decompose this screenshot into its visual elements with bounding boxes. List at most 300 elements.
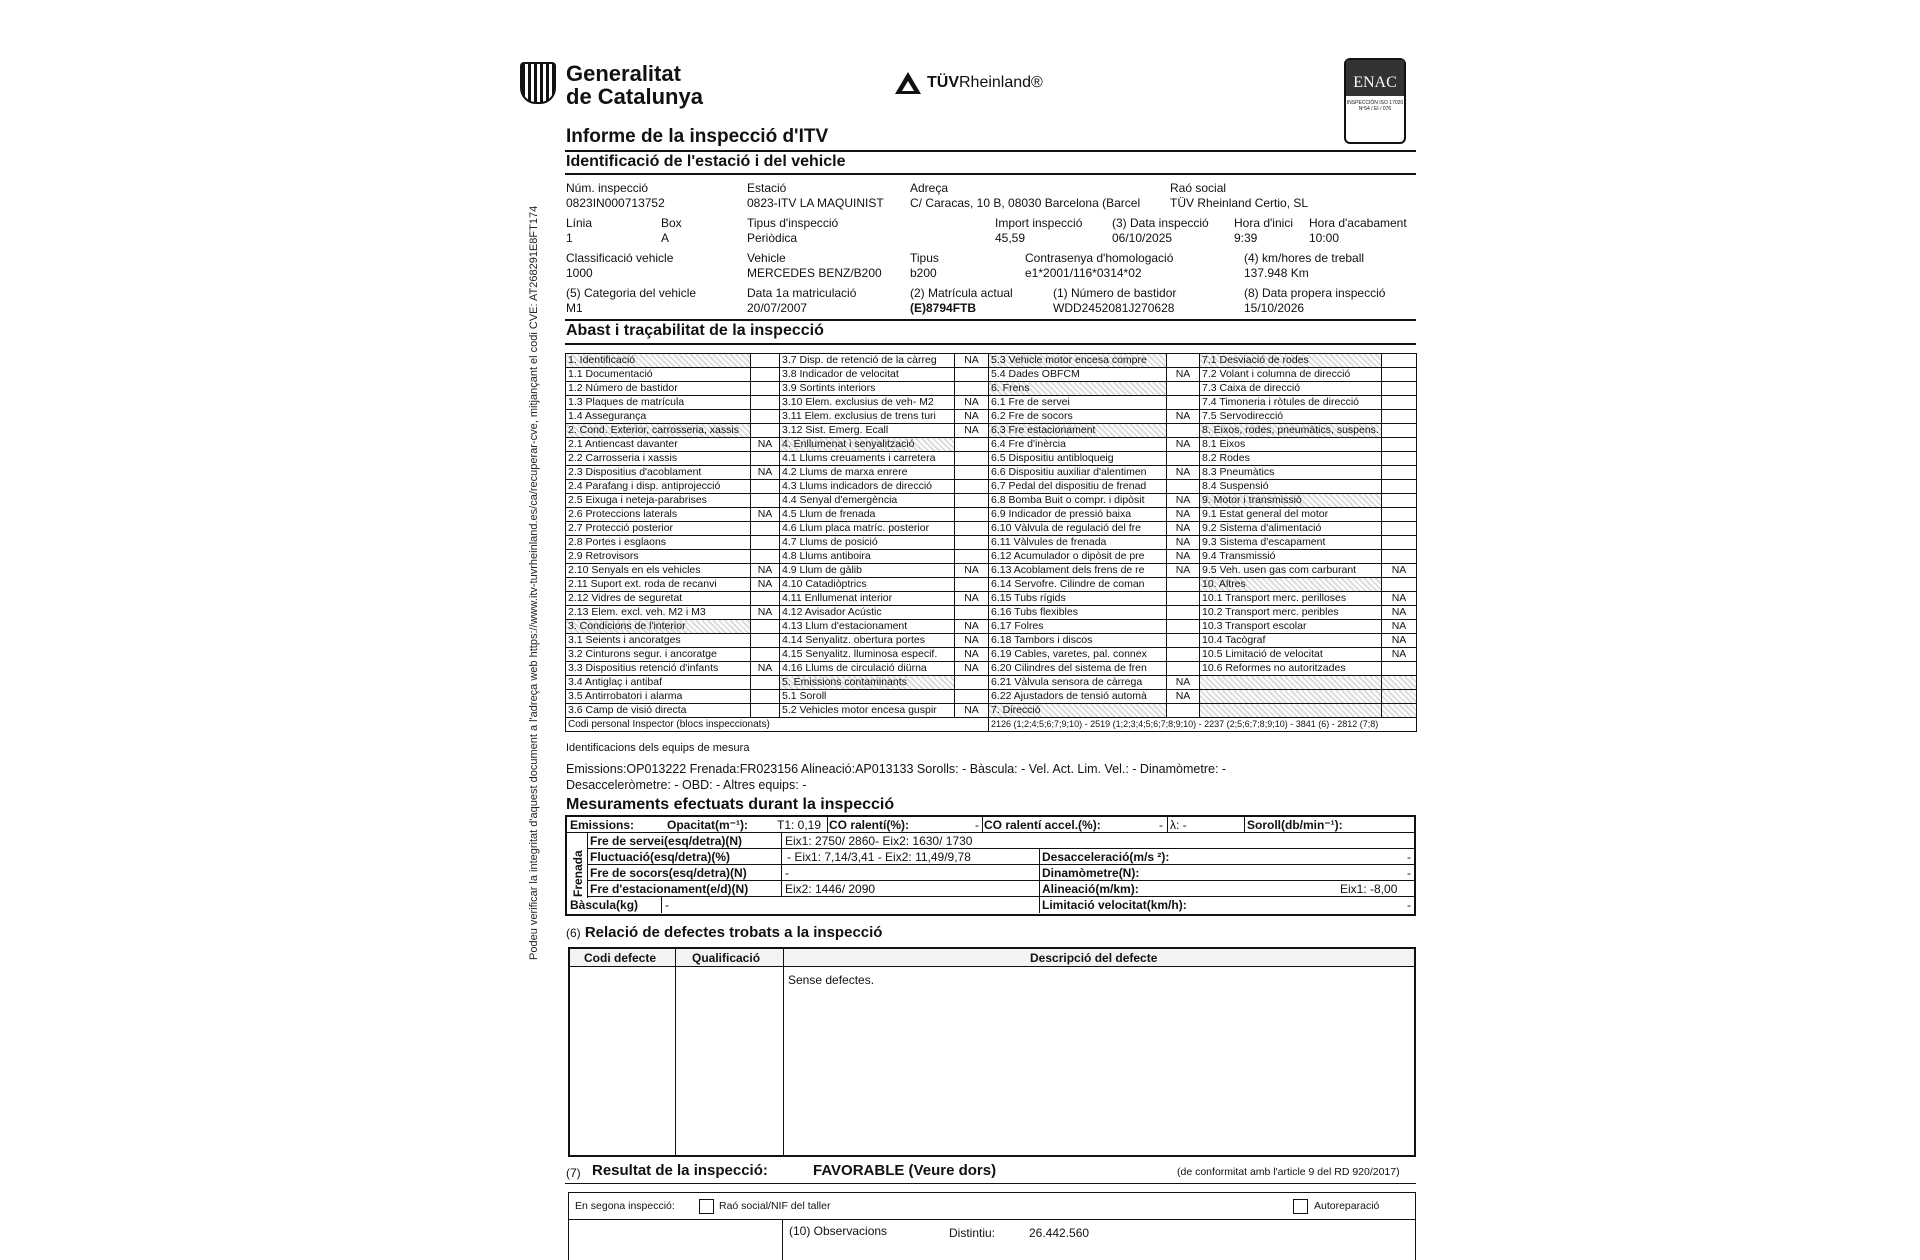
abast-status-cell [955, 438, 989, 452]
resultat-value: FAVORABLE (Veure dors) [813, 1162, 997, 1179]
segona-inspeccio-label: En segona inspecció: [575, 1200, 675, 1212]
abast-status-cell: NA [1167, 522, 1200, 536]
divider [565, 319, 1416, 321]
abast-row [566, 452, 1417, 466]
fluctuacio-row [587, 849, 1414, 865]
abast-status-cell [751, 536, 780, 550]
abast-row [566, 382, 1417, 396]
abast-item-cell: 9.2 Sistema d'alimentació [1200, 522, 1382, 536]
abast-row [566, 368, 1417, 382]
contrasenya-label: Contrasenya d'homologació [1025, 251, 1174, 265]
desacceleracio-value: - [1407, 850, 1411, 864]
abast-item-cell: 1. Identificació [566, 354, 751, 368]
matricula-label: (2) Matrícula actual [910, 286, 1013, 300]
abast-status-cell: NA [955, 662, 989, 676]
rao-social-label: Raó social [1170, 181, 1227, 195]
propera-inspeccio-label: (8) Data propera inspecció [1244, 286, 1386, 300]
abast-item-cell: 6. Frens [989, 382, 1167, 396]
abast-item-cell: 3.12 Sist. Emerg. Ecall [780, 424, 955, 438]
abast-item-cell: 4.8 Llums antiboira [780, 550, 955, 564]
abast-item-cell: 2. Cond. Exterior, carrosseria, xassis [566, 424, 751, 438]
abast-item-cell [1200, 704, 1382, 718]
tipus-inspeccio-value: Periòdica [747, 231, 798, 245]
import-value: 45,59 [995, 231, 1026, 245]
abast-item-cell: 4.4 Senyal d'emergència [780, 494, 955, 508]
abast-status-cell [751, 690, 780, 704]
abast-item-cell: 3.11 Elem. exclusius de trens turi [780, 410, 955, 424]
estacio-value: 0823-ITV LA MAQUINIST [747, 196, 884, 210]
alineacio-value: Eix1: -8,00 [1340, 882, 1398, 896]
autoreparacio-checkbox[interactable] [1293, 1199, 1308, 1214]
abast-item-cell: 6.7 Pedal del dispositiu de frenad [989, 480, 1167, 494]
abast-status-cell [1167, 634, 1200, 648]
abast-item-cell: 9.3 Sistema d'escapament [1200, 536, 1382, 550]
abast-item-cell: 6.10 Vàlvula de regulació del fre [989, 522, 1167, 536]
abast-item-cell: 6.17 Folres [989, 620, 1167, 634]
abast-row [566, 578, 1417, 592]
abast-status-cell [1167, 648, 1200, 662]
abast-status-cell: NA [955, 424, 989, 438]
dinamometre-value: - [1407, 866, 1411, 880]
equips-line-1: Emissions:OP013222 Frenada:FR023156 Alineació:AP013133 Sorolls: - Bàscula: - Vel. Act. Lim. Vel.: - Dinamòmetre: - [566, 762, 1227, 776]
km-label: (4) km/hores de treball [1244, 251, 1365, 265]
matricula-value: (E)8794FTB [910, 301, 977, 315]
abast-status-cell [751, 522, 780, 536]
abast-status-cell [751, 396, 780, 410]
vehicle-label: Vehicle [747, 251, 786, 265]
abast-status-cell [955, 480, 989, 494]
abast-item-cell: 10.6 Reformes no autoritzades [1200, 662, 1382, 676]
abast-status-cell: NA [751, 606, 780, 620]
divider [565, 343, 1416, 345]
abast-status-cell [955, 550, 989, 564]
abast-status-cell [1382, 704, 1417, 718]
abast-status-cell: NA [955, 634, 989, 648]
abast-item-cell: 1.3 Plaques de matrícula [566, 396, 751, 410]
abast-item-cell: 4.16 Llums de circulació diürna [780, 662, 955, 676]
page-title: Informe de la inspecció d'ITV [566, 126, 829, 147]
co-accel-label: CO ralentí accel.(%): [984, 818, 1101, 832]
abast-item-cell: 1.4 Assegurança [566, 410, 751, 424]
abast-status-cell [955, 494, 989, 508]
fre-servei-label: Fre de servei(esq/detra)(N) [590, 834, 743, 848]
abast-status-cell: NA [1167, 466, 1200, 480]
abast-status-cell [1382, 578, 1417, 592]
abast-item-cell: 4.10 Catadiòptrics [780, 578, 955, 592]
tipus-vehicle-label: Tipus [910, 251, 939, 265]
abast-item-cell: 10.1 Transport merc. perilloses [1200, 592, 1382, 606]
abast-status-cell: NA [955, 396, 989, 410]
abast-item-cell: 4. Enllumenat i senyalització [780, 438, 955, 452]
abast-status-cell [1167, 452, 1200, 466]
abast-status-cell [751, 410, 780, 424]
vehicle-value: MERCEDES BENZ/B200 [747, 266, 882, 280]
abast-item-cell: 9.4 Transmissió [1200, 550, 1382, 564]
opacitat-label: Opacitat(m⁻¹): [667, 818, 748, 832]
abast-status-cell [1382, 508, 1417, 522]
box-label: Box [661, 216, 682, 230]
abast-item-cell: 3.8 Indicador de velocitat [780, 368, 955, 382]
abast-status-cell [1167, 396, 1200, 410]
abast-item-cell: 1.1 Documentació [566, 368, 751, 382]
rao-taller-label: Raó social/NIF del taller [719, 1200, 831, 1212]
abast-item-cell: 4.14 Senyalitz. obertura portes [780, 634, 955, 648]
abast-row [566, 508, 1417, 522]
box-value: A [661, 231, 670, 245]
abast-item-cell: 6.13 Acoblament dels frens de re [989, 564, 1167, 578]
abast-item-cell: 8.1 Eixos [1200, 438, 1382, 452]
abast-status-cell: NA [1167, 690, 1200, 704]
fre-servei-row [587, 833, 1414, 849]
fre-estacionament-row [587, 881, 1414, 897]
abast-status-cell: NA [1167, 368, 1200, 382]
abast-item-cell: 9. Motor i transmissió [1200, 494, 1382, 508]
abast-item-cell: 6.19 Cables, varetes, pal. connex [989, 648, 1167, 662]
adreca-value: C/ Caracas, 10 B, 08030 Barcelona (Barcel [910, 196, 1141, 210]
abast-status-cell [751, 480, 780, 494]
bascula-row [567, 897, 1414, 913]
num-inspeccio-label: Núm. inspecció [566, 181, 649, 195]
abast-status-cell [751, 424, 780, 438]
abast-status-cell [751, 648, 780, 662]
abast-item-cell: 6.20 Cilindres del sistema de fren [989, 662, 1167, 676]
abast-item-cell: 7.2 Volant i columna de direcció [1200, 368, 1382, 382]
abast-row [566, 438, 1417, 452]
abast-item-cell: 4.9 Llum de gàlib [780, 564, 955, 578]
abast-status-cell: NA [751, 508, 780, 522]
abast-row [566, 550, 1417, 564]
abast-item-cell: 6.12 Acumulador o dipòsit de pre [989, 550, 1167, 564]
abast-item-cell: 6.3 Fre estacionament [989, 424, 1167, 438]
abast-item-cell: 6.9 Indicador de pressió baixa [989, 508, 1167, 522]
abast-status-cell: NA [1382, 648, 1417, 662]
abast-status-cell [751, 634, 780, 648]
abast-row [566, 480, 1417, 494]
km-value: 137.948 Km [1244, 266, 1309, 280]
abast-item-cell: 7.1 Desviació de rodes [1200, 354, 1382, 368]
abast-item-cell: 3. Condicions de l'interior [566, 620, 751, 634]
abast-status-cell [1382, 690, 1417, 704]
abast-status-cell [1382, 466, 1417, 480]
mesuraments-section-title: Mesuraments efectuats durant la inspecció [566, 796, 895, 813]
observacions-label: (10) Observacions [789, 1224, 888, 1238]
abast-item-cell: 8.2 Rodes [1200, 452, 1382, 466]
abast-item-cell: 10. Altres [1200, 578, 1382, 592]
abast-status-cell [1382, 382, 1417, 396]
rao-taller-checkbox[interactable] [699, 1199, 714, 1214]
adreca-label: Adreça [910, 181, 949, 195]
abast-item-cell: 1.2 Número de bastidor [566, 382, 751, 396]
abast-status-cell [1382, 536, 1417, 550]
abast-item-cell: 9.5 Veh. usen gas com carburant [1200, 564, 1382, 578]
abast-status-cell [955, 536, 989, 550]
abast-status-cell: NA [955, 704, 989, 718]
abast-item-cell: 6.22 Ajustadors de tensió automà [989, 690, 1167, 704]
abast-status-cell: NA [1167, 508, 1200, 522]
abast-status-cell [1167, 578, 1200, 592]
abast-status-cell: NA [751, 662, 780, 676]
abast-status-cell [1167, 662, 1200, 676]
divider [565, 173, 1416, 175]
abast-item-cell: 6.6 Dispositiu auxiliar d'alentimen [989, 466, 1167, 480]
abast-item-cell: 3.2 Cinturons segur. i ancoratge [566, 648, 751, 662]
abast-item-cell: 9.1 Estat general del motor [1200, 508, 1382, 522]
abast-status-cell [1167, 480, 1200, 494]
resultat-label: Resultat de la inspecció: [592, 1162, 768, 1179]
divider [565, 1183, 1416, 1184]
bastidor-label: (1) Número de bastidor [1053, 286, 1177, 300]
abast-status-cell: NA [1167, 438, 1200, 452]
abast-row [566, 536, 1417, 550]
abast-item-cell: 8. Eixos, rodes, pneumàtics, suspens. [1200, 424, 1382, 438]
abast-item-cell: 3.10 Elem. exclusius de veh- M2 [780, 396, 955, 410]
propera-inspeccio-value: 15/10/2026 [1244, 301, 1305, 315]
bascula-label: Bàscula(kg) [570, 898, 639, 912]
abast-item-cell: 2.3 Dispositius d'acoblament [566, 466, 751, 480]
abast-item-cell: 4.7 Llums de posició [780, 536, 955, 550]
abast-status-cell [1382, 522, 1417, 536]
abast-status-cell [1382, 410, 1417, 424]
hora-inici-value: 9:39 [1234, 231, 1258, 245]
abast-row [566, 354, 1417, 368]
abast-status-cell [955, 368, 989, 382]
abast-status-cell [1167, 606, 1200, 620]
codi-inspector-row [566, 718, 1417, 732]
classificacio-label: Classificació vehicle [566, 251, 674, 265]
abast-item-cell: 7.5 Servodirecció [1200, 410, 1382, 424]
abast-status-cell [1382, 494, 1417, 508]
verification-note: Podeu verificar la integritat d'aquest document a l'adreça web https://www.itv-tuvrheinland.es/ca/recuperar-cve, mitjançant el codi CVE: AT268291E8FT174 [528, 205, 540, 960]
tuv-triangle-icon [895, 72, 921, 94]
abast-item-cell: 4.3 Llums indicadors de direcció [780, 480, 955, 494]
col-descripcio: Descripció del defecte [1030, 951, 1158, 965]
abast-item-cell: 4.5 Llum de frenada [780, 508, 955, 522]
desacceleracio-label: Desacceleració(m/s ²): [1042, 850, 1170, 864]
abast-item-cell: 2.9 Retrovisors [566, 550, 751, 564]
abast-item-cell: 6.2 Fre de socors [989, 410, 1167, 424]
linia-value: 1 [566, 231, 573, 245]
abast-item-cell: 10.4 Tacògraf [1200, 634, 1382, 648]
fluctuacio-value: - Eix1: 7,14/3,41 - Eix2: 11,49/9,78 [787, 850, 971, 864]
codi-inspector-value: 2126 (1;2;4;5;6;7;9;10) - 2519 (1;2;3;4;5;6;7;8;9;10) - 2237 (2;5;6;7;8;9;10) - 3841 (6) - 2812 (7;8) [989, 718, 1417, 732]
abast-item-cell: 6.11 Vàlvules de frenada [989, 536, 1167, 550]
tipus-vehicle-value: b200 [910, 266, 937, 280]
abast-item-cell: 3.6 Camp de visió directa [566, 704, 751, 718]
abast-status-cell [955, 452, 989, 466]
abast-table [565, 353, 1417, 732]
hora-inici-label: Hora d'inici [1234, 216, 1293, 230]
classificacio-value: 1000 [566, 266, 593, 280]
abast-status-cell [1382, 676, 1417, 690]
autoreparacio-label: Autoreparació [1314, 1200, 1380, 1212]
abast-item-cell: 3.9 Sortints interiors [780, 382, 955, 396]
abast-item-cell: 6.16 Tubs flexibles [989, 606, 1167, 620]
abast-status-cell: NA [1382, 564, 1417, 578]
abast-item-cell: 6.5 Dispositiu antibloqueig [989, 452, 1167, 466]
abast-item-cell: 2.10 Senyals en els vehicles [566, 564, 751, 578]
abast-status-cell: NA [751, 564, 780, 578]
abast-status-cell [1382, 368, 1417, 382]
fre-estacionament-value: Eix2: 1446/ 2090 [785, 882, 876, 896]
bastidor-value: WDD2452081J270628 [1053, 301, 1175, 315]
mesuraments-table [565, 815, 1416, 916]
bascula-value: - [665, 898, 669, 912]
abast-status-cell: NA [1167, 536, 1200, 550]
abast-item-cell: 6.4 Fre d'inèrcia [989, 438, 1167, 452]
abast-item-cell: 6.14 Servofre. Cilindre de coman [989, 578, 1167, 592]
fre-socors-label: Fre de socors(esq/detra)(N) [590, 866, 747, 880]
abast-status-cell [1167, 592, 1200, 606]
abast-status-cell: NA [1167, 564, 1200, 578]
abast-item-cell: 2.7 Protecció posterior [566, 522, 751, 536]
abast-status-cell: NA [955, 592, 989, 606]
opacitat-value: T1: 0,19 [777, 818, 822, 832]
abast-status-cell [751, 368, 780, 382]
abast-status-cell [955, 690, 989, 704]
abast-item-cell: 6.1 Fre de servei [989, 396, 1167, 410]
abast-status-cell [955, 466, 989, 480]
abast-status-cell: NA [751, 466, 780, 480]
abast-item-cell: 2.11 Suport ext. roda de recanvi [566, 578, 751, 592]
abast-row [566, 592, 1417, 606]
abast-status-cell [1382, 354, 1417, 368]
ident-section-title: Identificació de l'estació i del vehicle [566, 153, 846, 170]
segona-inspeccio-box [568, 1192, 1416, 1260]
abast-row [566, 396, 1417, 410]
abast-item-cell: 2.8 Portes i esglaons [566, 536, 751, 550]
lambda-label: λ: - [1170, 818, 1187, 832]
abast-status-cell [955, 578, 989, 592]
abast-status-cell [1167, 704, 1200, 718]
abast-status-cell [1382, 480, 1417, 494]
co-ralenti-label: CO ralentí(%): [829, 818, 910, 832]
abast-status-cell [1167, 620, 1200, 634]
abast-status-cell [1382, 438, 1417, 452]
abast-item-cell: 10.5 Limitació de velocitat [1200, 648, 1382, 662]
abast-section-title: Abast i traçabilitat de la inspecció [566, 322, 824, 339]
abast-status-cell [751, 382, 780, 396]
tuv-logo: TÜVRheinland® [895, 72, 1043, 94]
abast-status-cell [751, 452, 780, 466]
abast-status-cell [751, 494, 780, 508]
abast-item-cell: 10.3 Transport escolar [1200, 620, 1382, 634]
abast-item-cell [1200, 676, 1382, 690]
co-accel-value: - [1159, 818, 1163, 832]
abast-status-cell: NA [1382, 592, 1417, 606]
abast-row [566, 522, 1417, 536]
limitacio-label: Limitació velocitat(km/h): [1042, 898, 1187, 912]
hora-acabament-value: 10:00 [1309, 231, 1340, 245]
abast-row [566, 676, 1417, 690]
tipus-inspeccio-label: Tipus d'inspecció [747, 216, 839, 230]
abast-row [566, 634, 1417, 648]
abast-row [566, 690, 1417, 704]
resultat-num: (7) [566, 1166, 581, 1180]
categoria-value: M1 [566, 301, 583, 315]
dinamometre-label: Dinamòmetre(N): [1042, 866, 1140, 880]
abast-status-cell [751, 620, 780, 634]
distintiu-label: Distintiu: [949, 1226, 996, 1240]
import-label: Import inspecció [995, 216, 1083, 230]
abast-item-cell: 10.2 Transport merc. peribles [1200, 606, 1382, 620]
abast-status-cell: NA [955, 648, 989, 662]
abast-item-cell: 6.8 Bomba Buit o compr. i dipòsit [989, 494, 1167, 508]
abast-row [566, 620, 1417, 634]
abast-status-cell: NA [1382, 606, 1417, 620]
abast-status-cell [1167, 354, 1200, 368]
abast-item-cell: 3.5 Antirrobatori i alarma [566, 690, 751, 704]
fre-socors-row [587, 865, 1414, 881]
abast-item-cell: 2.6 Proteccions laterals [566, 508, 751, 522]
enac-logo [1344, 58, 1406, 144]
abast-item-cell: 4.1 Llums creuaments i carretera [780, 452, 955, 466]
abast-item-cell: 2.2 Carrosseria i xassis [566, 452, 751, 466]
abast-status-cell: NA [1167, 494, 1200, 508]
abast-status-cell [751, 704, 780, 718]
col-qualificacio: Qualificació [692, 951, 761, 965]
abast-item-cell [1200, 690, 1382, 704]
defectes-section-title: (6) Relació de defectes trobats a la inspecció [566, 924, 883, 941]
abast-status-cell: NA [955, 564, 989, 578]
abast-status-cell [955, 676, 989, 690]
abast-status-cell [1382, 662, 1417, 676]
abast-status-cell: NA [1382, 620, 1417, 634]
col-codi-defecte: Codi defecte [584, 951, 657, 965]
abast-status-cell [1382, 452, 1417, 466]
enac-logo-text: ENAC [1346, 60, 1404, 96]
abast-item-cell: 6.21 Vàlvula sensora de càrrega [989, 676, 1167, 690]
abast-item-cell: 8.3 Pneumàtics [1200, 466, 1382, 480]
abast-row [566, 564, 1417, 578]
abast-item-cell: 5.2 Vehicles motor encesa guspir [780, 704, 955, 718]
abast-status-cell: NA [1382, 634, 1417, 648]
fre-estacionament-label: Fre d'estacionament(e/d)(N) [590, 882, 749, 896]
categoria-label: (5) Categoria del vehicle [566, 286, 697, 300]
abast-item-cell: 4.2 Llums de marxa enrere [780, 466, 955, 480]
abast-status-cell: NA [751, 438, 780, 452]
rao-social-value: TÜV Rheinland Certio, SL [1170, 196, 1309, 210]
contrasenya-value: e1*2001/116*0314*02 [1025, 266, 1142, 280]
abast-row [566, 410, 1417, 424]
fre-servei-value: Eix1: 2750/ 2860- Eix2: 1630/ 1730 [785, 834, 973, 848]
equips-title: Identificacions dels equips de mesura [566, 742, 750, 754]
abast-status-cell: NA [955, 410, 989, 424]
abast-item-cell: 5.1 Soroll [780, 690, 955, 704]
data-inspeccio-label: (3) Data inspecció [1112, 216, 1209, 230]
abast-row [566, 648, 1417, 662]
data-inspeccio-value: 06/10/2025 [1112, 231, 1173, 245]
abast-item-cell: 7.3 Caixa de direcció [1200, 382, 1382, 396]
abast-item-cell: 3.1 Seients i ancoratges [566, 634, 751, 648]
defect-description: Sense defectes. [788, 973, 875, 987]
divider [565, 150, 1416, 152]
abast-status-cell [1167, 382, 1200, 396]
abast-status-cell [751, 592, 780, 606]
data-matriculacio-label: Data 1a matriculació [747, 286, 857, 300]
abast-row [566, 494, 1417, 508]
abast-item-cell: 4.15 Senyalitz. lluminosa especif. [780, 648, 955, 662]
abast-item-cell: 4.11 Enllumenat interior [780, 592, 955, 606]
abast-status-cell [955, 522, 989, 536]
abast-item-cell: 7. Direcció [989, 704, 1167, 718]
abast-item-cell: 3.3 Dispositius retenció d'infants [566, 662, 751, 676]
resultat-note: (de conformitat amb l'article 9 del RD 920/2017) [1177, 1166, 1400, 1178]
abast-item-cell: 6.18 Tambors i discos [989, 634, 1167, 648]
abast-item-cell: 3.4 Antiglaç i antibaf [566, 676, 751, 690]
abast-status-cell: NA [955, 620, 989, 634]
abast-item-cell: 2.1 Antiencast davanter [566, 438, 751, 452]
abast-status-cell [751, 550, 780, 564]
